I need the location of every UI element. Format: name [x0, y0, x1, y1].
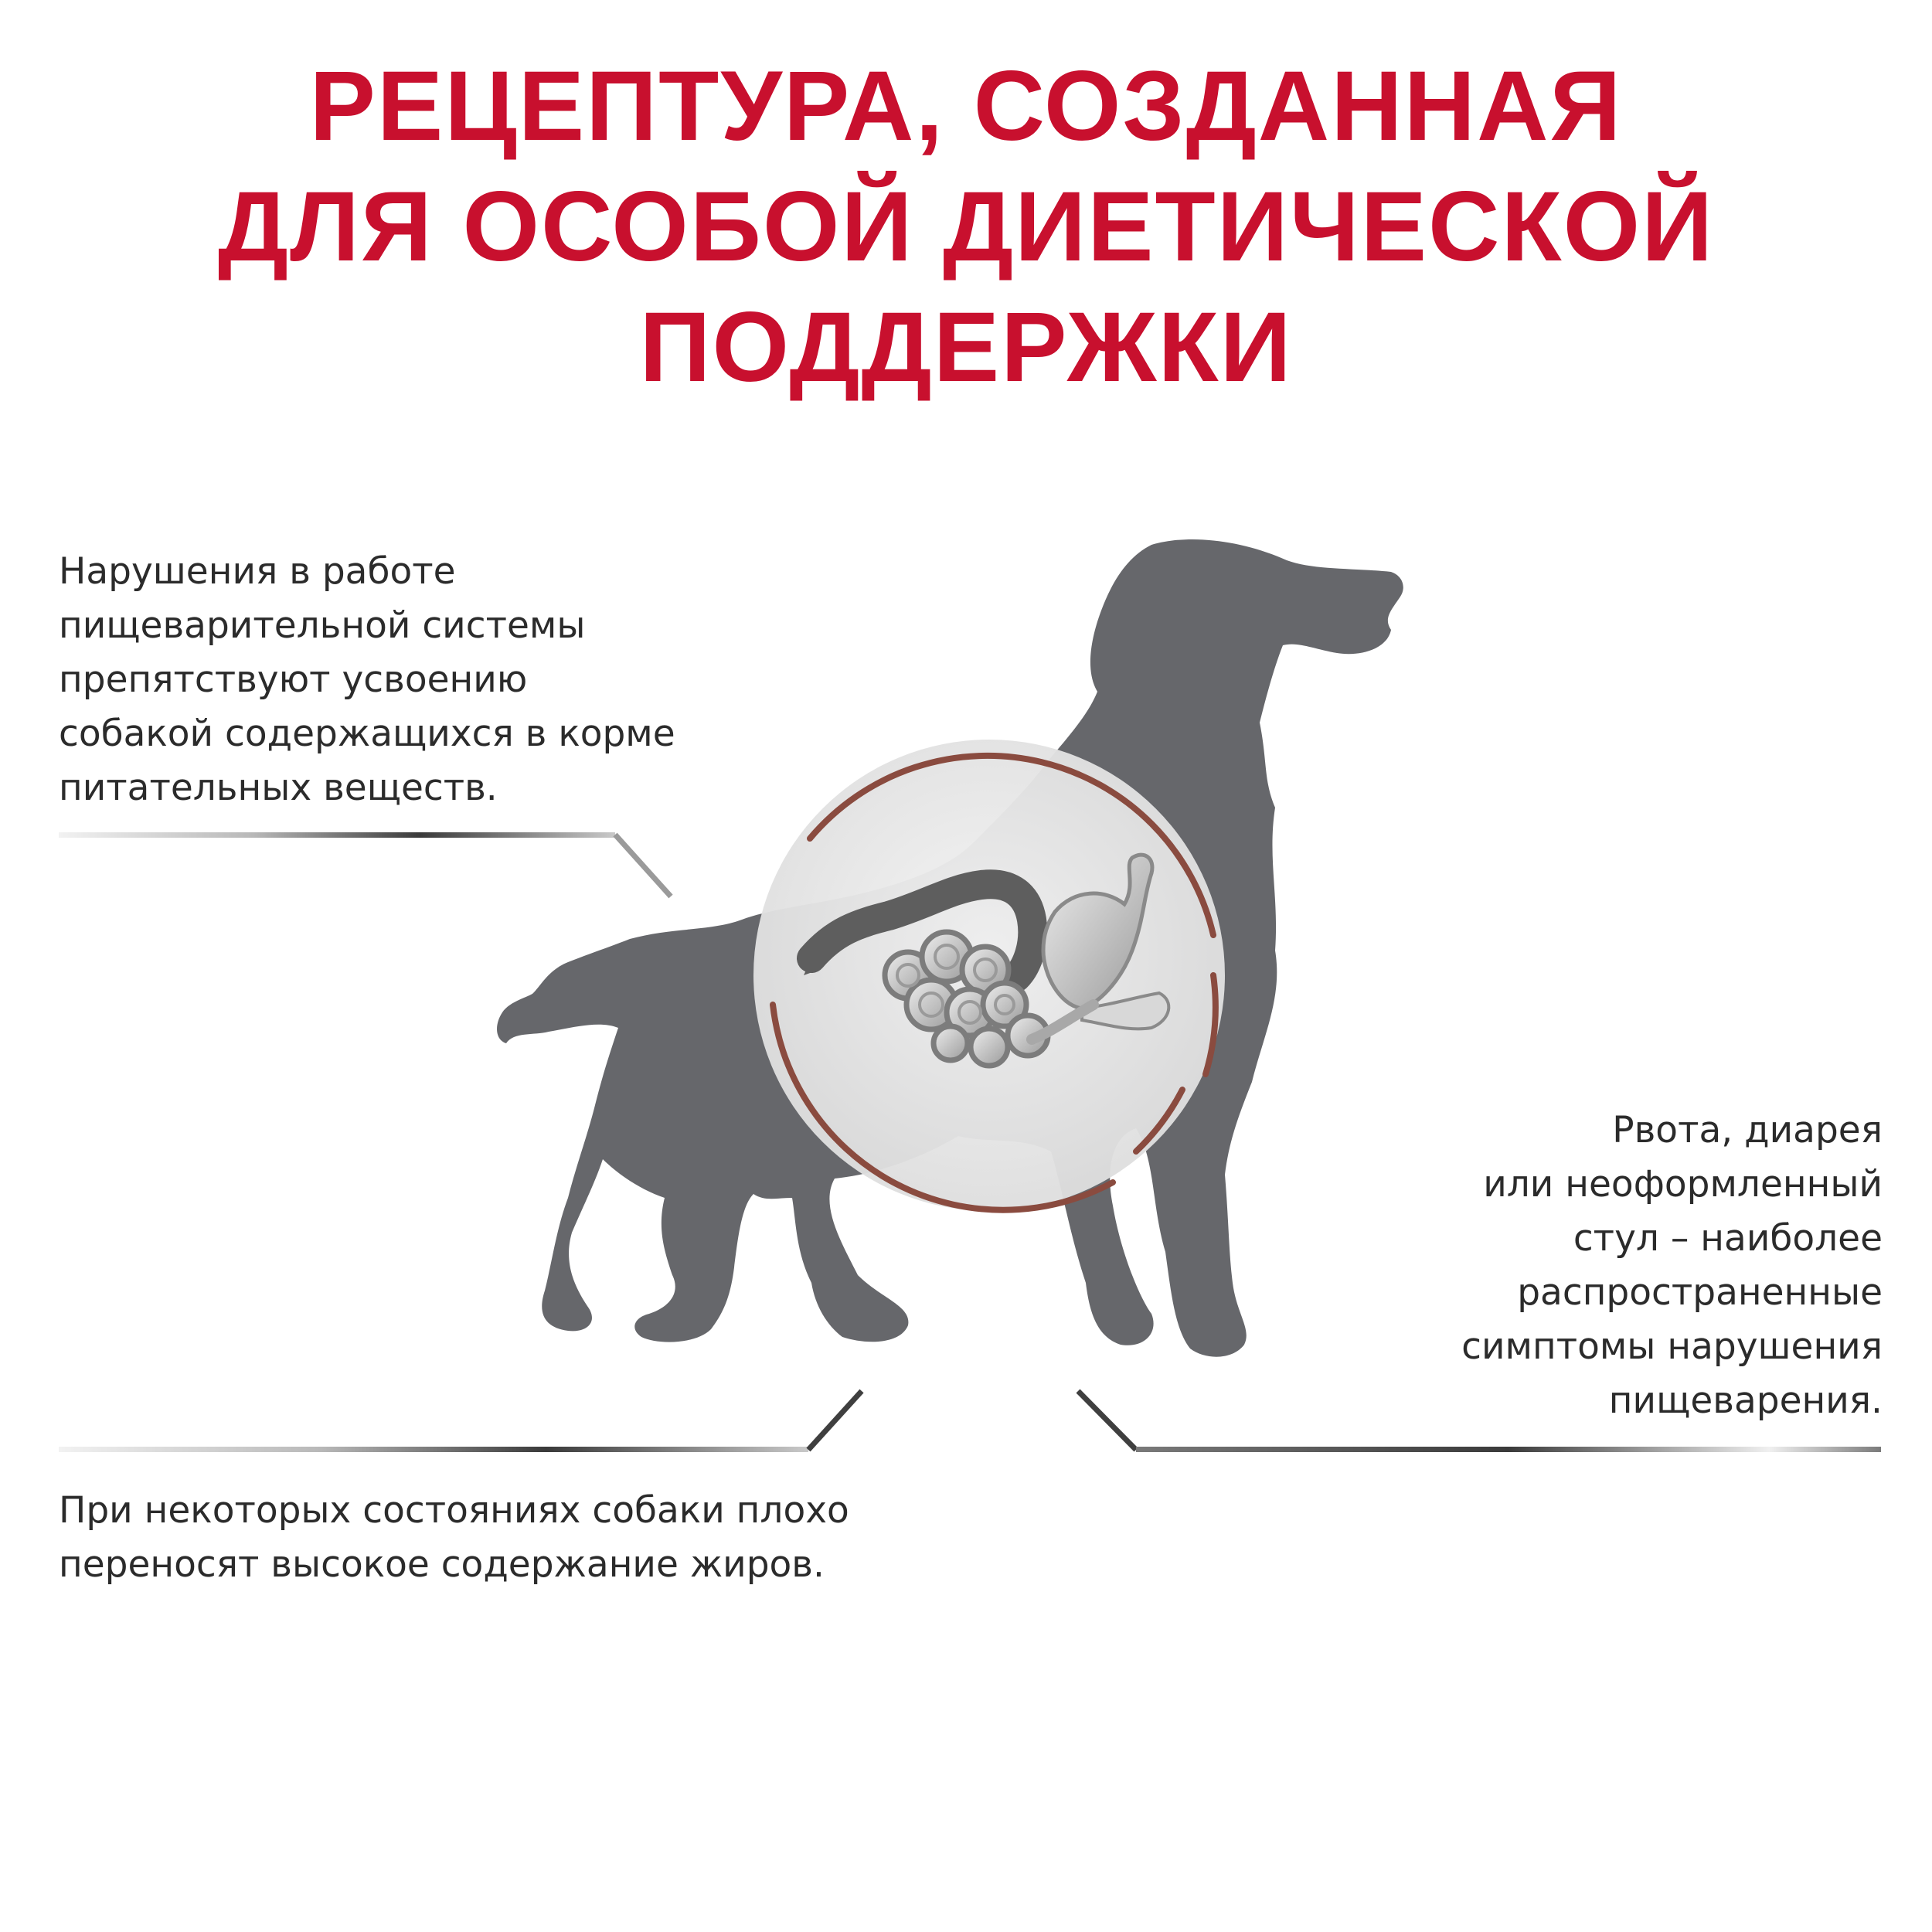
callout-line: стул – наиболее	[1573, 1217, 1883, 1260]
callout-line: При некоторых состояниях собаки плохо	[59, 1489, 849, 1532]
callout-line-fat	[59, 1391, 862, 1452]
callout-line: пищеварительной системы	[59, 604, 586, 647]
callout-fat-text	[59, 1484, 849, 1592]
headline-line-2: ДЛЯ ОСОБОЙ ДИЕТИЧЕСКОЙ	[217, 172, 1715, 282]
headline-line-1: РЕЦЕПТУРА, СОЗДАННАЯ	[309, 51, 1623, 162]
callout-line: переносят высокое содержание жиров.	[59, 1543, 825, 1586]
callout-line: собакой содержащихся в корме	[59, 713, 675, 755]
headline-line-3: ПОДДЕРЖКИ	[639, 292, 1293, 403]
callout-line: симптомы нарушения	[1461, 1325, 1883, 1368]
callout-digestion-text	[59, 545, 675, 815]
callout-line: препятствуют усвоению	[59, 658, 528, 701]
callout-line: или неоформленный	[1483, 1163, 1883, 1206]
callout-line: Нарушения в работе	[59, 550, 456, 593]
callout-line: распространенные	[1517, 1271, 1883, 1314]
callout-symptoms-text	[1461, 1104, 1883, 1428]
callout-line: питательных веществ.	[59, 767, 498, 809]
callout-line: пищеварения.	[1608, 1379, 1883, 1422]
callout-line: Рвота, диарея	[1612, 1109, 1883, 1151]
callout-line-digestion	[59, 832, 671, 896]
